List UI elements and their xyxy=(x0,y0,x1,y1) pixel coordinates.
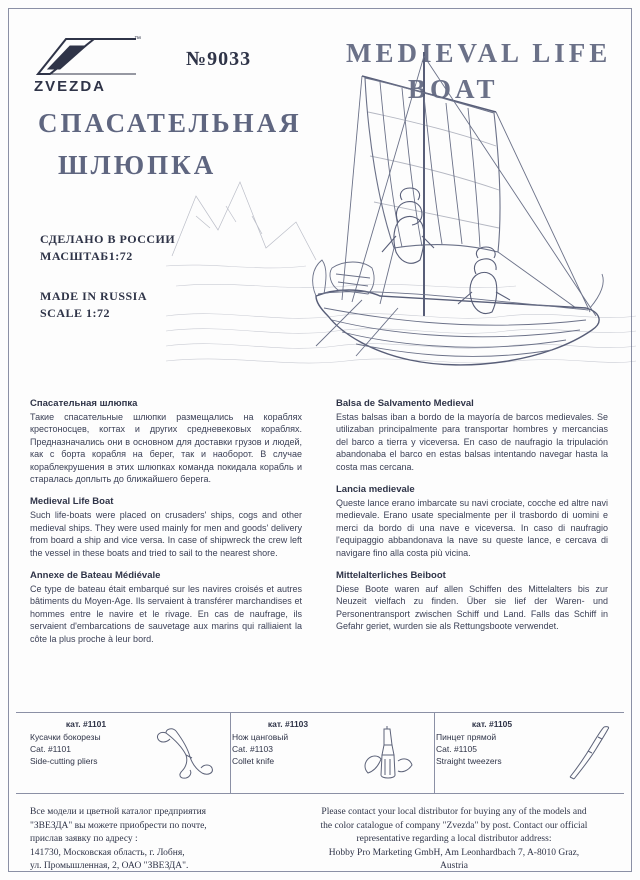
title-english-line1: MEDIEVAL LIFE xyxy=(346,38,612,68)
title-russian-line1: СПАСАТЕЛЬНАЯ xyxy=(38,108,302,138)
description-body: Queste lance erano imbarcate su navi crociate, cocche ed altre navi medievale. Erano usate specialmente per il trasbordo di uomini e merci da bordo di una nave e viceversa. In caso di naufragio l'equipaggio abbandonava la nave su queste lance, e cercava di navigare fino alla costa più vicina. xyxy=(336,498,608,558)
tool-name-en: Collet knife xyxy=(232,756,275,766)
footer-ru-line: прислав заявку по адресу : xyxy=(30,834,138,844)
footer-ru-line: 141730, Московская область, г. Лобня, xyxy=(30,847,185,858)
tool-name-ru: Пинцет прямой xyxy=(436,732,497,742)
footer-en-line: Austria xyxy=(440,861,468,871)
description-block-ru xyxy=(30,398,302,485)
footer-address-ru xyxy=(30,806,288,874)
tools-divider xyxy=(434,713,435,793)
tool-cat-ru: кат. #1101 xyxy=(65,719,107,729)
tool-item-pliers xyxy=(30,719,226,787)
description-heading: Balsa de Salvamento Medieval xyxy=(336,398,474,409)
description-block-en xyxy=(30,496,302,559)
tool-name-en: Side-cutting pliers xyxy=(30,756,98,766)
description-block-es xyxy=(336,398,608,473)
description-heading: Annexe de Bateau Médiévale xyxy=(30,570,161,582)
title-english-line2: BOAT xyxy=(408,74,499,104)
made-ru-line2: МАСШТАБ1:72 xyxy=(40,249,133,263)
description-block-fr xyxy=(30,570,302,645)
description-heading: Спасательная шлюпка xyxy=(30,398,138,409)
description-body: Such life-boats were placed on crusaders' ships, cogs and other medieval ships. They were used mainly for men and goods' delivery from board a ship and vice versa. In case of shipwreck the crew left the vessel in these boats and tried to sail to the nearest shore. xyxy=(30,510,302,558)
description-section xyxy=(30,398,614,698)
footer-en-line: Hobby Pro Marketing GmbH, Am Leonhardbach 7, A-8010 Graz, xyxy=(328,847,580,858)
tools-strip xyxy=(16,712,624,794)
catalog-number: №9033 xyxy=(186,48,252,70)
made-in-russia-en xyxy=(40,288,147,322)
description-body: Такие спасательные шлюпки размещались на кораблях крестоносцев, когтах и других средневековых кораблях. Предназначались они в основном для доставки грузов и людей, как с борта корабля на берег, так и наоборот. В случае кораблекрушения в этих шлюпках команда покидала корабль и старалась доплыть до ближайшего берега. xyxy=(30,412,302,485)
tools-divider xyxy=(230,713,231,793)
trademark-symbol: ™ xyxy=(134,36,141,43)
header xyxy=(16,16,624,386)
zvezda-logo xyxy=(30,34,160,94)
description-column-left xyxy=(30,398,302,656)
tool-name-en: Straight tweezers xyxy=(436,756,502,766)
side-cutting-pliers-icon xyxy=(152,725,222,781)
description-body: Diese Boote waren auf allen Schiffen des Mittelalters bis zur Neuzeit vielfach zu finden. Über sie lief der Waren- und Personentransport zwischen Schiff und Land. Falls das Schiff in Gefahr geriet, wurden sie als Rettungsboote verwendet. xyxy=(336,584,608,632)
tool-cat-en: Cat. #1103 xyxy=(232,744,273,754)
collet-knife-icon xyxy=(354,725,424,781)
description-block-de xyxy=(336,570,608,633)
made-in-russia-ru xyxy=(40,231,175,265)
footer-ru-line: "ЗВЕЗДА" вы можете приобрести по почте, xyxy=(30,820,207,831)
tool-item-tweezers xyxy=(436,719,632,787)
made-en-line1: MADE IN RUSSIA xyxy=(40,289,148,303)
description-heading: Mittelalterliches Beiboot xyxy=(336,570,446,582)
description-block-it xyxy=(336,484,608,559)
made-en-line2: SCALE 1:72 xyxy=(40,306,111,320)
tool-item-knife xyxy=(232,719,428,787)
description-heading: Lancia medievale xyxy=(336,484,415,496)
tool-cat-ru: кат. #1105 xyxy=(471,719,513,729)
footer-en-line: Please contact your local distributor for buying any of the models and xyxy=(321,807,587,817)
footer-en-line: representative regarding a local distributor address: xyxy=(356,834,552,844)
description-column-right xyxy=(336,398,608,644)
tool-name-ru: Нож цанговый xyxy=(232,732,289,742)
description-body: Estas balsas iban a bordo de la mayoría de barcos medievales. Se utilizaban principalmente para transportar hombres y mercancias del barco a tierra y viceversa. En caso de naufragio la tripulación abandonaba el barco en estas balsas intentando navegar hasta la costa mas cercana. xyxy=(336,412,608,472)
made-ru-line1: СДЕЛАНО В РОССИИ xyxy=(40,232,176,246)
tool-name-ru: Кусачки бокорезы xyxy=(30,732,101,742)
footer-address-en xyxy=(294,806,614,874)
tool-cat-en: Cat. #1105 xyxy=(436,744,477,754)
footer-en-line: the color catalogue of company "Zvezda" by post. Contact our official xyxy=(320,820,588,831)
brand-name: ZVEZDA xyxy=(34,78,106,95)
title-russian-line2: ШЛЮПКА xyxy=(58,150,217,180)
footer xyxy=(16,800,624,870)
tool-cat-ru: кат. #1103 xyxy=(267,719,309,729)
footer-ru-line: Все модели и цветной каталог предприятия xyxy=(30,807,207,817)
tool-cat-en: Cat. #1101 xyxy=(30,744,71,754)
boat-illustration xyxy=(166,16,636,396)
footer-ru-line: ул. Промышленная, 2, ОАО "ЗВЕЗДА". xyxy=(30,861,189,871)
straight-tweezers-icon xyxy=(558,725,628,781)
description-body: Ce type de bateau était embarqué sur les navires croisés et autres bâtiments du Moyen-Age. Ils servaient à transférer marchandises et hommes entre le navire et le rivage. En cas de naufrage, ils servaient d'embarcations de sauvetage aux marins qui ralliaient la côte la plus proche à leur bord. xyxy=(30,584,302,644)
description-heading: Medieval Life Boat xyxy=(30,496,114,508)
